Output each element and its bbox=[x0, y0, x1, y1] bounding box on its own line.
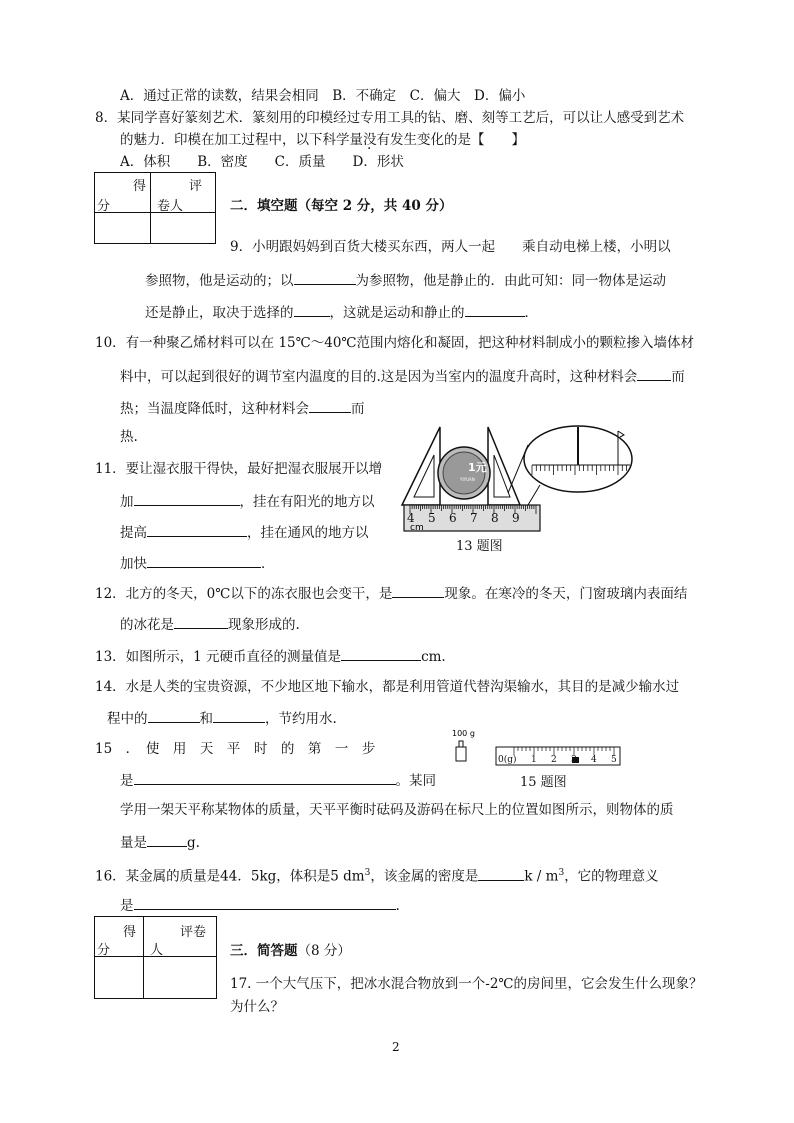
q9-line3: 还是静止，取决于选择的 ，这就是运动和静止的 ． bbox=[145, 302, 538, 322]
weight-label: 100 g bbox=[452, 729, 475, 738]
q12-line2: 的冰花是 现象形成的. bbox=[120, 614, 300, 634]
score-cell-empty-3[interactable] bbox=[95, 957, 144, 999]
q15-blank-1[interactable] bbox=[134, 770, 396, 785]
q14-blank-2[interactable] bbox=[213, 708, 265, 723]
weight-icon bbox=[456, 747, 466, 761]
coin-ruler-diagram bbox=[400, 425, 640, 535]
right-triangle-icon bbox=[488, 427, 520, 505]
q8-line2-b: 发生变化的是【 】 bbox=[390, 132, 525, 148]
scale-number: 0(g) bbox=[498, 755, 517, 765]
scale-number: 4 bbox=[591, 755, 597, 765]
q8-emphasis: 没有 bbox=[363, 132, 390, 148]
ruler-unit: cm bbox=[410, 523, 424, 533]
rider-icon bbox=[572, 757, 579, 763]
q10-blank-2[interactable] bbox=[309, 398, 351, 413]
score-cell-ping-2: 评卷 人 bbox=[144, 917, 217, 957]
score-cell-de: 得 分 bbox=[95, 173, 151, 213]
score-cell-ping: 评 卷人 bbox=[151, 173, 216, 213]
ruler-number: 6 bbox=[449, 511, 457, 525]
q7-options: A．通过正常的读数，结果会相同 B．不确定 C．偏大 D．偏小 bbox=[120, 88, 526, 104]
q9-blank-3[interactable] bbox=[465, 302, 525, 317]
q17-line2: 为什么？ bbox=[230, 999, 284, 1015]
q10-line2: 料中，可以起到很好的调节室内温度的目的.这是因为当室内的温度升高时，这种材料会 而 bbox=[120, 366, 685, 386]
q10-line3: 热；当温度降低时，这种材料会 而 bbox=[120, 398, 365, 418]
scale-number: 2 bbox=[551, 755, 557, 765]
q12-blank-2[interactable] bbox=[174, 614, 228, 629]
q16-line1: 16．某金属的质量是44．5kg，体积是5 $dm^3$，该金属的密度是 k / $m^3$，它的物理意义 bbox=[95, 864, 659, 886]
q11-line2: 加 ，挂在有阳光的地方以 bbox=[120, 491, 375, 511]
coin-value: 1元 bbox=[468, 461, 487, 474]
q9-blank-1[interactable] bbox=[294, 270, 356, 285]
q15-line2: 是 。某同 bbox=[120, 770, 436, 790]
q9-blank-2[interactable] bbox=[294, 302, 330, 317]
ruler-number: 7 bbox=[470, 511, 478, 525]
q9-line2: 参照物，他是运动的；以 为参照物，他是静止的．由此可知：同一物体是运动 bbox=[145, 270, 666, 290]
score-cell-de-2: 得 分 bbox=[95, 917, 144, 957]
coin-text: YIYUAN bbox=[460, 477, 475, 482]
ruler-number: 4 bbox=[407, 511, 415, 525]
q10-blank-1[interactable] bbox=[637, 366, 671, 381]
scale-number: 5 bbox=[611, 755, 617, 765]
q14-blank-1[interactable] bbox=[148, 708, 200, 723]
score-cell-empty-2[interactable] bbox=[151, 213, 216, 244]
q17-line1: 17. 一个大气压下，把冰水混合物放到一个-2℃的房间里，它会发生什么现象？ bbox=[230, 976, 703, 992]
page-number: 2 bbox=[392, 1040, 400, 1054]
q14-line2: 程中的 和 ，节约用水. bbox=[107, 708, 337, 728]
q11-blank-3[interactable] bbox=[147, 553, 261, 568]
q11-blank-2[interactable] bbox=[147, 522, 247, 537]
q16-line2: 是 . bbox=[120, 895, 400, 915]
q13-line: 13．如图所示，1 元硬币直径的测量值是 cm. bbox=[95, 646, 446, 666]
balance-scale-diagram bbox=[452, 727, 622, 767]
q15-line1: 15 ． 使 用 天 平 时 的 第 一 步 bbox=[95, 741, 376, 757]
q16-blank-2[interactable] bbox=[134, 895, 396, 910]
figure-13-caption: 13 题图 bbox=[456, 539, 503, 554]
q12-line1: 12．北方的冬天，0℃以下的冻衣服也会变干，是 现象。在寒冷的冬天，门窗玻璃内表面结 bbox=[95, 583, 687, 603]
q8-line2 bbox=[120, 131, 525, 149]
q10-line4: 热. bbox=[120, 429, 138, 445]
q8-line1: 8．某同学喜好篆刻艺术．篆刻用的印模经过专用工具的钻、磨、刻等工艺后，可以让人感受到艺术 bbox=[95, 110, 685, 126]
ruler-number: 8 bbox=[491, 511, 499, 525]
q11-line3: 提高 ，挂在通风的地方以 bbox=[120, 522, 369, 542]
q8-options: A．体积 B．密度 C．质量 D．形状 bbox=[120, 154, 404, 170]
q8-line2-a: 的魅力．印模在加工过程中，以下科学量 bbox=[120, 132, 363, 148]
section3-score: （8 分） bbox=[297, 943, 351, 959]
scale-number: 1 bbox=[531, 755, 537, 765]
q15-line3: 学用一架天平称某物体的质量，天平平衡时砝码及游码在标尺上的位置如图所示，则物体的质 bbox=[120, 802, 674, 818]
score-cell-empty-4[interactable] bbox=[144, 957, 217, 999]
q15-line4: 量是 g. bbox=[120, 832, 200, 852]
q10-line1: 10．有一种聚乙烯材料可以在 15℃～40℃范围内熔化和凝固，把这种材料制成小的颗粒掺入墙体材 bbox=[95, 335, 695, 351]
score-box-2 bbox=[94, 916, 217, 999]
q16-blank-1[interactable] bbox=[478, 866, 524, 881]
q11-line1: 11．要让湿衣服干得快，最好把湿衣服展开以增 bbox=[95, 461, 383, 477]
q13-blank[interactable] bbox=[341, 646, 421, 661]
q15-blank-2[interactable] bbox=[147, 832, 187, 847]
q11-line4: 加快 ． bbox=[120, 553, 275, 573]
q12-blank-1[interactable] bbox=[392, 583, 444, 598]
figure-15-caption: 15 题图 bbox=[520, 775, 567, 790]
figure-15 bbox=[452, 727, 622, 790]
section2-title: 二．填空题（每空 2 分，共 40 分） bbox=[230, 198, 453, 214]
q9-line1: 9．小明跟妈妈到百货大楼买东西，两人一起 乘自动电梯上楼，小明以 bbox=[230, 239, 671, 255]
q11-blank-1[interactable] bbox=[134, 491, 240, 506]
section3-title: 三．简答题 bbox=[230, 943, 298, 959]
ruler-number: 5 bbox=[428, 511, 436, 525]
section3-title-line bbox=[230, 942, 351, 960]
ruler-number: 9 bbox=[512, 511, 520, 525]
score-cell-empty-1[interactable] bbox=[95, 213, 151, 244]
figure-13 bbox=[400, 425, 640, 554]
score-box-1 bbox=[94, 172, 216, 244]
q14-line1: 14．水是人类的宝贵资源，不少地区地下输水，都是利用管道代替沟渠输水，其目的是减少输水过 bbox=[95, 679, 680, 695]
